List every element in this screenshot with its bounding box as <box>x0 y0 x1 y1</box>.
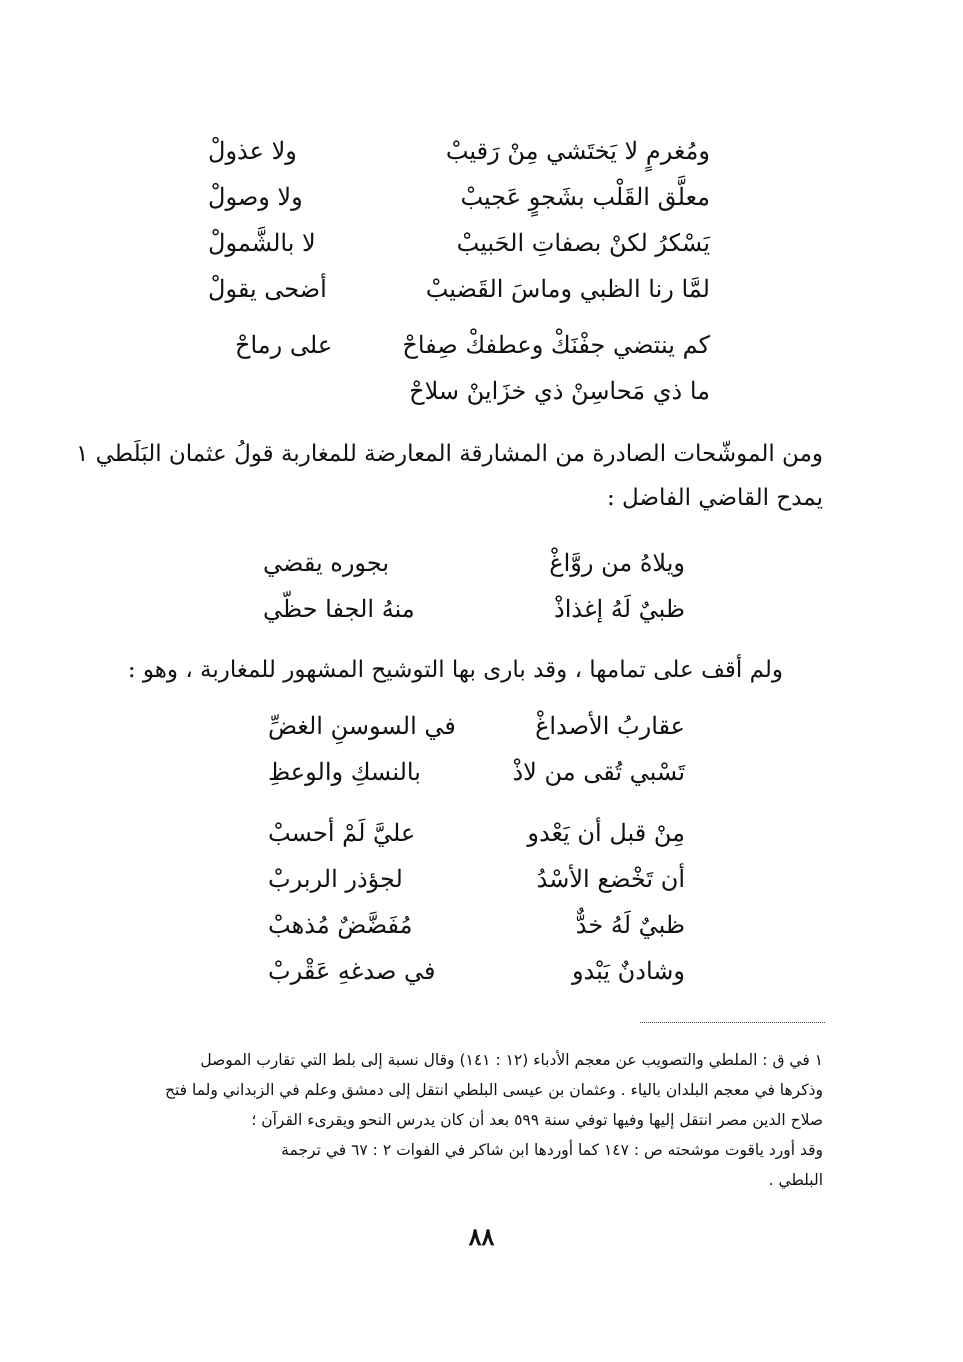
verse-line <box>260 703 685 749</box>
hemistich-right: لمَّا رنا الظبي وماسَ القَضيبْ <box>425 275 710 303</box>
hemistich-left: عليَّ لَمْ أحسبْ <box>268 819 416 847</box>
verse-line <box>255 540 685 586</box>
poem-stanza-3 <box>255 540 685 632</box>
hemistich-left: بالنسكِ والوعظِ <box>268 758 421 786</box>
hemistich-left: في السوسنِ الغضِّ <box>268 712 456 740</box>
hemistich-left: ولا عذولْ <box>208 137 297 165</box>
footnote-line: صلاح الدين مصر انتقل إليها وفيها توفي سنة ٥٩٩ بعد أن كان يدرس النحو ويقرىء القرآن ؛ <box>251 1111 823 1129</box>
poem-stanza-4 <box>260 703 685 795</box>
verse-line <box>200 174 710 220</box>
verse-line <box>200 220 710 266</box>
hemistich-left: على رماحْ <box>235 331 333 359</box>
poem-stanza-5 <box>260 810 685 994</box>
hemistich-right: ظبيٌ لَهُ إغذاذْ <box>554 595 685 623</box>
verse-line <box>260 856 685 902</box>
hemistich-left: مُفَضَّضٌ مُذهبْ <box>268 911 413 939</box>
verse-line <box>200 128 710 174</box>
poem-stanza-1 <box>200 128 710 312</box>
hemistich-right: ما ذي مَحاسِنْ ذي خزَاينْ سلاحْ <box>409 377 710 405</box>
verse-line <box>255 586 685 632</box>
hemistich-right: وشادنٌ يَبْدو <box>571 957 685 985</box>
hemistich-right: ويلاهُ من روَّاغْ <box>549 549 685 577</box>
hemistich-left: منهُ الجفا حظّي <box>263 595 415 623</box>
hemistich-left: لا بالشَّمولْ <box>208 229 316 257</box>
verse-line <box>225 368 710 414</box>
footnote <box>123 1045 823 1195</box>
verse-line <box>260 810 685 856</box>
hemistich-left: في صدغهِ عَقْربْ <box>268 957 436 985</box>
hemistich-right: مِنْ قبل أن يَعْدو <box>527 819 685 847</box>
verse-line <box>225 322 710 368</box>
footnote-line: ١ في ق : الملطي والتصويب عن معجم الأدباء (١٢ : ١٤١) وقال نسبة إلى بلط التي تقارب الموصل <box>200 1051 823 1069</box>
hemistich-left: بجوره يقضي <box>263 549 389 577</box>
verse-line <box>260 749 685 795</box>
verse-line <box>260 948 685 994</box>
prose-line: يمدح القاضي الفاضل : <box>606 485 823 511</box>
page-number: ٨٨ <box>468 1222 495 1251</box>
hemistich-right: يَسْكرُ لكنْ بصفاتِ الحَبيبْ <box>456 229 710 257</box>
hemistich-right: ظبيٌ لَهُ خدٌّ <box>575 911 685 939</box>
footnote-line: وقد أورد ياقوت موشحته ص : ١٤٧ كما أوردها ابن شاكر في الفوات ٢ : ٦٧ في ترجمة <box>281 1141 823 1159</box>
prose-line: ولم أقف على تمامها ، وقد بارى بها التوشيح المشهور للمغاربة ، وهو : <box>127 657 783 683</box>
footnote-separator <box>640 1022 825 1023</box>
hemistich-left: ولا وصولْ <box>208 183 303 211</box>
poem-stanza-2 <box>225 322 710 414</box>
prose-paragraph-2 <box>123 648 783 692</box>
prose-line: ومن الموشّحات الصادرة من المشارقة المعارضة للمغاربة قولُ عثمان البَلَطي ١ <box>75 441 823 467</box>
footnote-line: وذكرها في معجم البلدان بالياء . وعثمان بن عيسى البلطي انتقل إلى دمشق وعلم في الزبداني ولما فتح <box>164 1081 823 1099</box>
hemistich-right: أن تَخْضع الأسْدُ <box>536 865 685 893</box>
hemistich-right: كم ينتضي جفْنَكْ وعطفكْ صِفاحْ <box>402 331 710 359</box>
footnote-line: البلطي . <box>768 1171 823 1189</box>
prose-paragraph-1 <box>75 432 823 520</box>
hemistich-right: تَسْبي تُقى من لاذْ <box>512 758 685 786</box>
hemistich-right: ومُغرمٍ لا يَختَشي مِنْ رَقيبْ <box>445 137 710 165</box>
hemistich-right: معلَّق القَلْب بشَجوٍ عَجيبْ <box>460 183 710 211</box>
verse-line <box>260 902 685 948</box>
hemistich-left: لجؤذر الربربْ <box>268 865 403 893</box>
hemistich-right: عقاربُ الأصداغْ <box>535 712 685 740</box>
verse-line <box>200 266 710 312</box>
hemistich-left: أضحى يقولْ <box>208 275 327 303</box>
